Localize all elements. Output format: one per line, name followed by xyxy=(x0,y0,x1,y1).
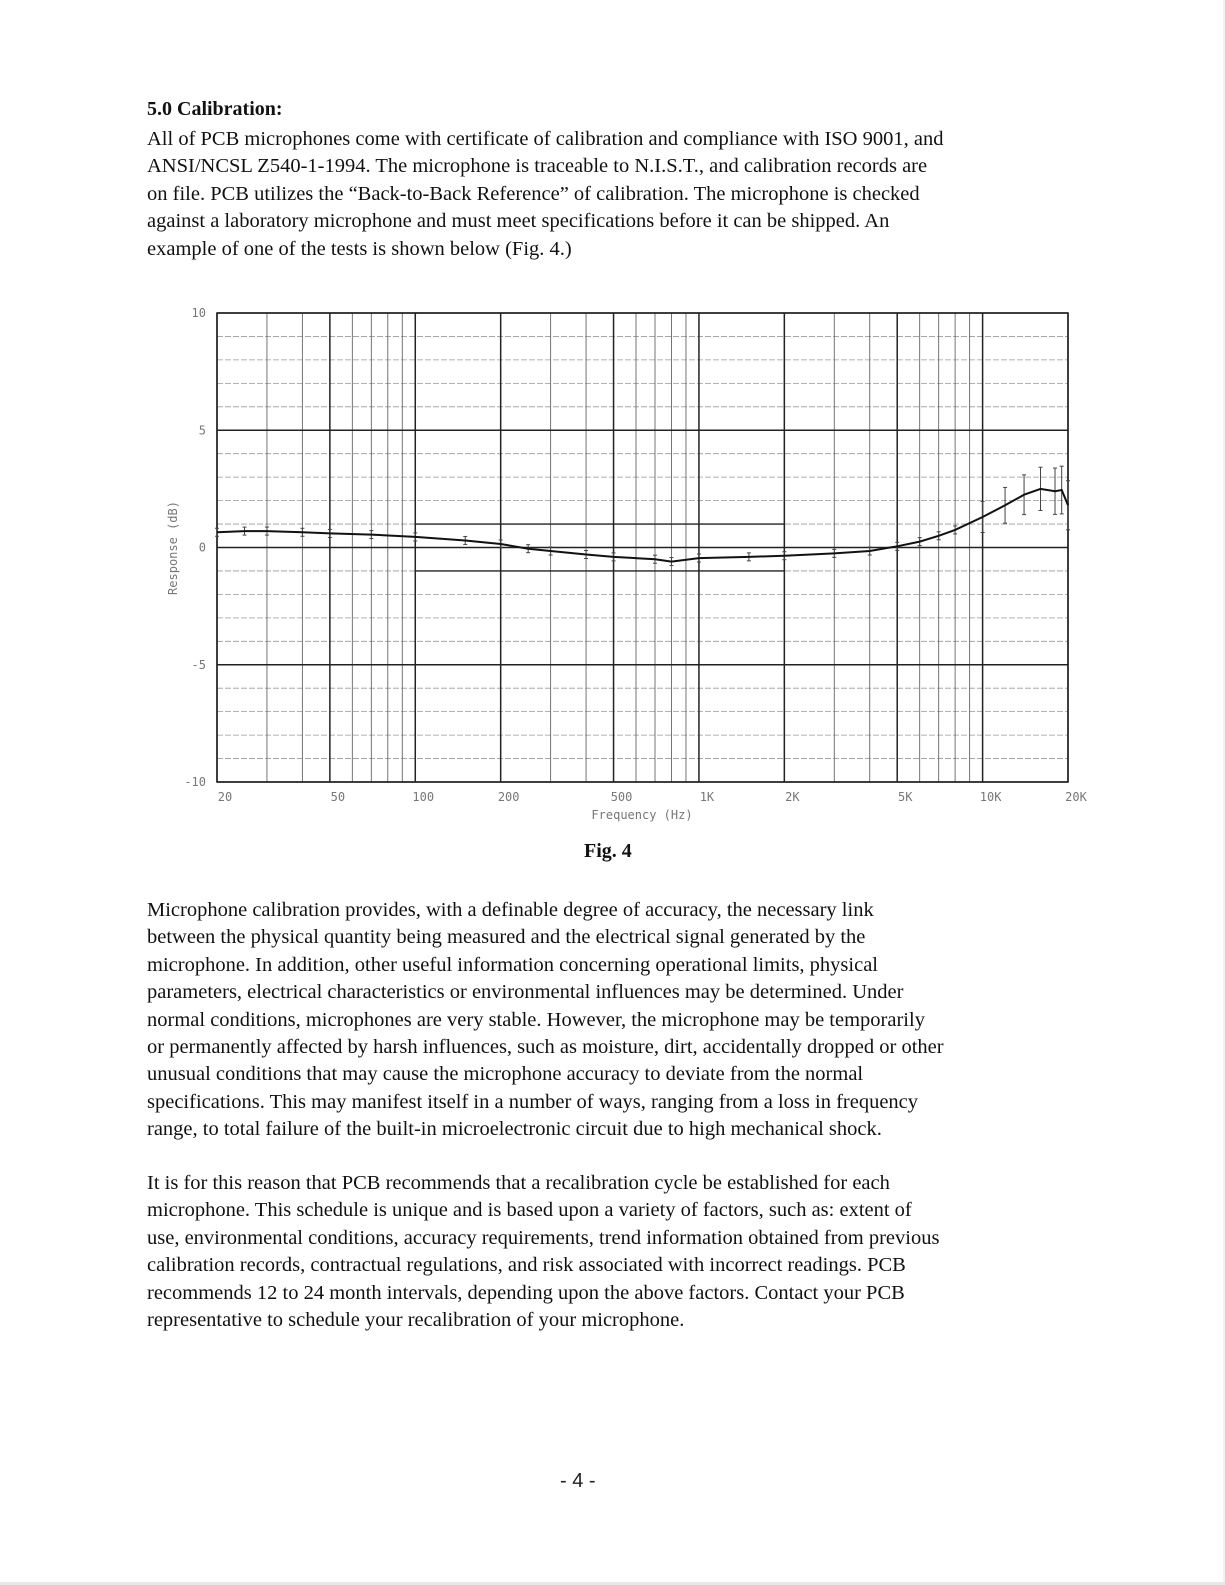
svg-text:500: 500 xyxy=(610,790,633,804)
svg-text:50: 50 xyxy=(330,790,346,804)
text-line: on file. PCB utilizes the “Back-to-Back Reference” of calibration. The microphone is checked xyxy=(147,182,920,205)
y-axis-label: Response (dB) xyxy=(166,501,180,595)
svg-text:200: 200 xyxy=(497,790,520,804)
recalibration-paragraph xyxy=(147,1170,1087,1334)
text-line: microphone. In addition, other useful information concerning operational limits, physical xyxy=(147,953,878,976)
text-line: All of PCB microphones come with certificate of calibration and compliance with ISO 9001, and xyxy=(147,128,944,150)
text-line: representative to schedule your recalibration of your microphone. xyxy=(147,1309,685,1332)
text-line: or permanently affected by harsh influences, such as moisture, dirt, accidentally dropped or other xyxy=(147,1036,944,1059)
svg-text:-10: -10 xyxy=(184,775,206,789)
svg-text:1K: 1K xyxy=(699,790,715,804)
text-line: unusual conditions that may cause the microphone accuracy to deviate from the normal xyxy=(147,1063,864,1086)
text-line: calibration records, contractual regulations, and risk associated with incorrect readings. PCB xyxy=(147,1254,906,1277)
svg-text:2K: 2K xyxy=(785,790,800,804)
text-line: between the physical quantity being measured and the electrical signal generated by the xyxy=(147,926,866,949)
svg-text:20K: 20K xyxy=(1065,790,1087,804)
text-line: It is for this reason that PCB recommends that a recalibration cycle be established for each xyxy=(147,1172,890,1194)
text-line: ANSI/NCSL Z540-1-1994. The microphone is traceable to N.I.S.T., and calibration records are xyxy=(147,155,928,178)
text-line: use, environmental conditions, accuracy requirements, trend information obtained from previous xyxy=(147,1226,940,1249)
chart-error-bars xyxy=(215,466,1070,565)
svg-text:5K: 5K xyxy=(897,790,913,804)
text-line: Microphone calibration provides, with a definable degree of accuracy, the necessary link xyxy=(147,899,874,921)
x-axis-ticks xyxy=(218,790,1088,804)
y-axis-ticks xyxy=(184,306,206,789)
text-line: recommends 12 to 24 month intervals, depending upon the above factors. Contact your PCB xyxy=(147,1281,905,1304)
svg-text:0: 0 xyxy=(198,540,206,555)
figure-caption: Fig. 4 xyxy=(584,840,632,862)
text-line: normal conditions, microphones are very stable. However, the microphone may be temporarily xyxy=(147,1008,925,1031)
svg-text:10: 10 xyxy=(191,306,206,320)
text-line: example of one of the tests is shown below (Fig. 4.) xyxy=(147,237,572,260)
text-line: specifications. This may manifest itself in a number of ways, ranging from a loss in frequency xyxy=(147,1090,919,1113)
text-line: parameters, electrical characteristics or environmental influences may be determined. Under xyxy=(147,981,904,1004)
svg-text:5: 5 xyxy=(198,423,206,438)
svg-text:10K: 10K xyxy=(979,790,1002,804)
x-axis-label: Frequency (Hz) xyxy=(591,808,693,822)
svg-text:20: 20 xyxy=(217,790,233,804)
text-line: range, to total failure of the built-in microelectronic circuit due to high mechanical shock. xyxy=(147,1118,882,1141)
svg-text:100: 100 xyxy=(412,790,435,804)
svg-text:-5: -5 xyxy=(191,657,206,672)
text-line: against a laboratory microphone and must meet specifications before it can be shipped. An xyxy=(147,210,890,233)
section-heading: 5.0 Calibration: xyxy=(147,98,283,120)
text-line: microphone. This schedule is unique and is based upon a variety of factors, such as: extent of xyxy=(147,1199,912,1222)
calibration-paragraph xyxy=(147,897,1087,1144)
response-curve xyxy=(217,489,1068,562)
page-number: - 4 - xyxy=(560,1470,596,1492)
